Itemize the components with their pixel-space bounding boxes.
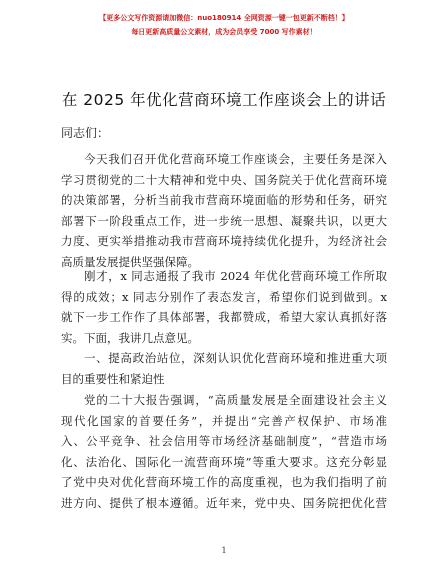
paragraph-1 xyxy=(61,149,387,272)
section-heading-1-line: 目的重要性和紧迫性 xyxy=(61,371,165,386)
paragraph-1-line: 高质量发展提供坚强保障。 xyxy=(61,254,199,269)
paragraph-1-line: 学习贯彻党的二十大精神和党中央、国务院关于优化营商环境 xyxy=(61,172,387,187)
paragraph-3-line: 现代化国家的首要任务”，并提出“完善产权保护、市场准 xyxy=(61,413,387,428)
paragraph-3-line: 了党中央对优化营商环境工作的高度重视，也为我们指明了前 xyxy=(61,475,387,489)
promo-banner-line-2: 每日更新高质量公文素材，成为会员享受 7000 写作素材！ xyxy=(131,28,317,36)
paragraph-2-line: 得的成效；x 同志分别作了表态发言，希望你们说到做到。x xyxy=(61,289,387,304)
paragraph-3-line: 入、公平竞争、社会信用等市场经济基础制度”，“营造市场 xyxy=(61,434,387,448)
paragraph-2-line: 实。下面，我讲几点意见。 xyxy=(61,330,199,345)
paragraph-1-line: 部署下一阶段重点工作，进一步统一思想、凝聚共识，以更大 xyxy=(61,213,387,228)
paragraph-2-line: 刚才，x 同志通报了我市 2024 年优化营商环境工作所取 xyxy=(84,269,387,283)
paragraph-3-line: 进方向、提供了根本遵循。近年来，党中央、国务院把优化营 xyxy=(61,495,387,510)
page-number: 1 xyxy=(221,546,227,555)
salutation: 同志们： xyxy=(61,126,110,140)
paragraph-3-line: 化、法治化、国际化一流营商环境”等重大要求。这充分彰显 xyxy=(61,454,387,469)
paragraph-3-line: 党的二十大报告强调，“高质量发展是全面建设社会主义 xyxy=(84,393,387,407)
promo-banner xyxy=(0,12,448,38)
paragraph-1-line: 的决策部署，分析当前我市营商环境面临的形势和任务，研究 xyxy=(61,193,387,207)
promo-banner-line-1: 【更多公文写作资源请加微信：nuo180914 全网资源一键一包更新不断档！】 xyxy=(99,14,349,22)
paragraph-2-line: 就下一步工作作了具体部署，我都赞成，希望大家认真抓好落 xyxy=(61,310,387,324)
section-heading-1 xyxy=(61,348,387,389)
paragraph-1-line: 今天我们召开优化营商环境工作座谈会，主要任务是深入 xyxy=(84,152,387,166)
document-title: 在 2025 年优化营商环境工作座谈会上的讲话 xyxy=(61,91,387,109)
paragraph-2 xyxy=(61,266,387,348)
section-heading-1-line: 一、提高政治站位，深刻认识优化营商环境和推进重大项 xyxy=(84,351,387,365)
paragraph-3 xyxy=(61,390,387,513)
paragraph-1-line: 力度、更实举措推动我市营商环境持续优化提升，为经济社会 xyxy=(61,234,387,248)
